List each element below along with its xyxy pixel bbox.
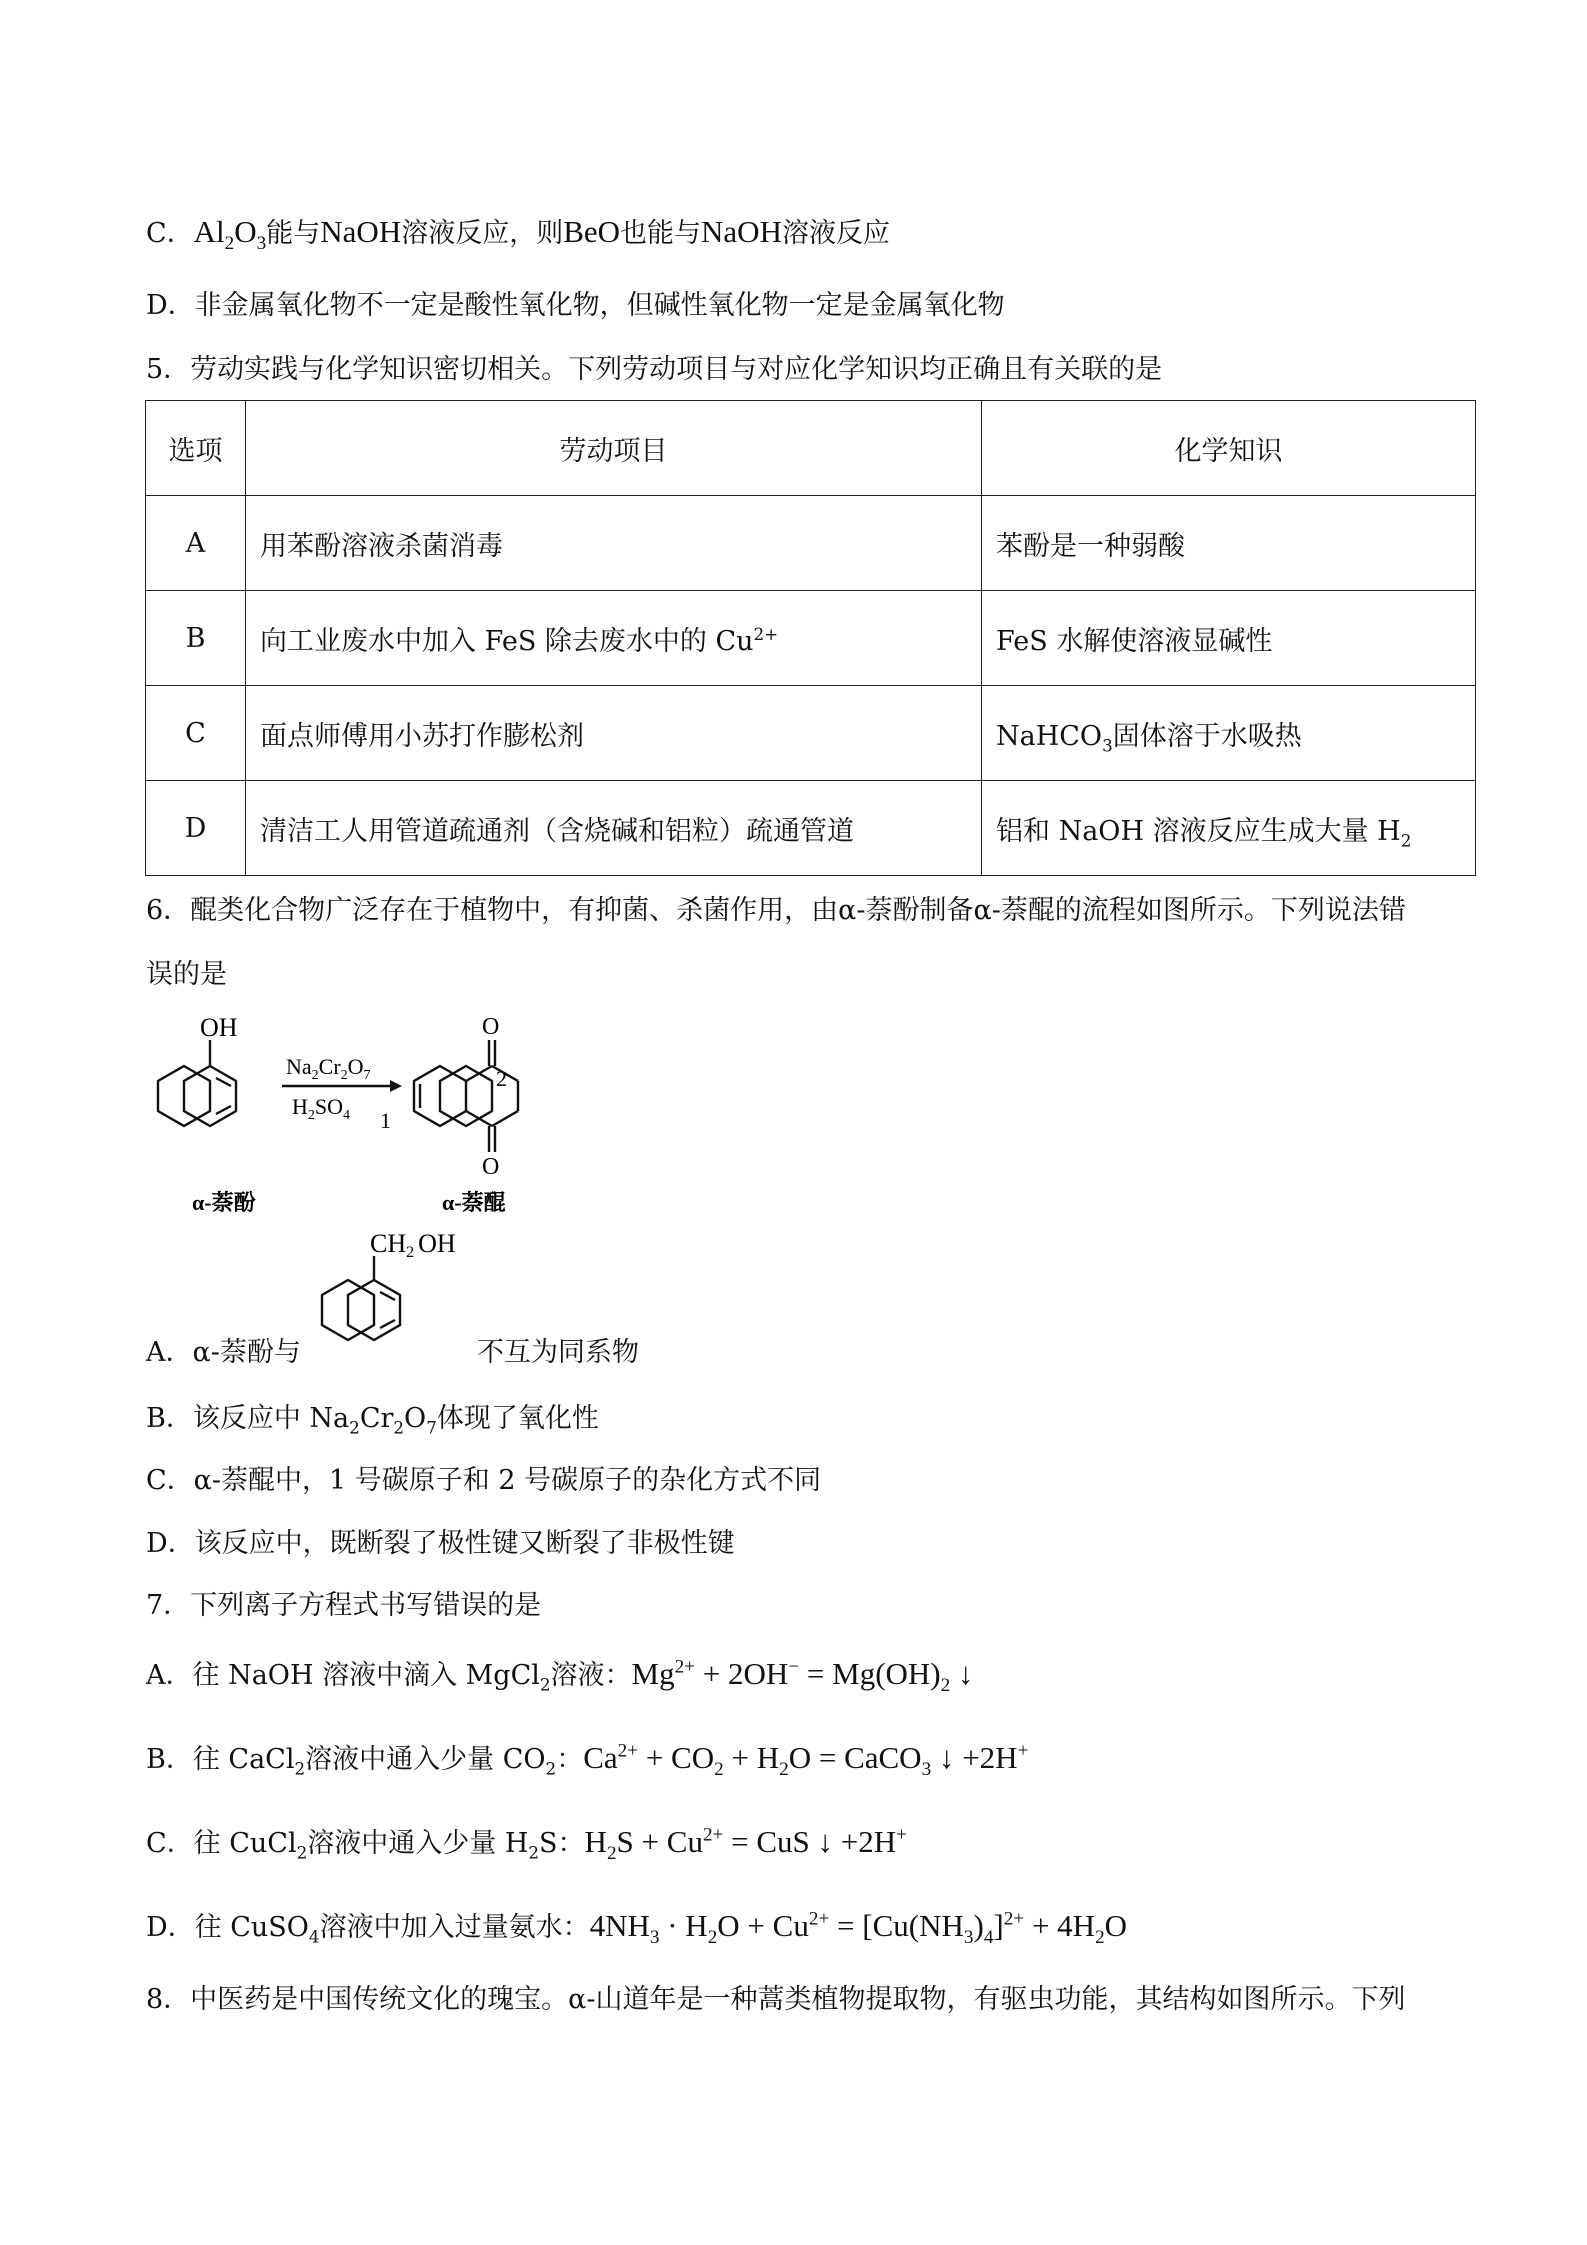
naphthylmethanol-structure: [300, 1228, 480, 1358]
table-header: 劳动项目: [246, 401, 982, 496]
table-row: [146, 591, 1476, 686]
table-header: 化学知识: [982, 401, 1476, 496]
table-cell-option: B: [146, 591, 246, 686]
table-cell-knowledge: 铝和 NaOH 溶液反应生成大量 $H_2$: [982, 781, 1476, 876]
q7-stem: 7．下列离子方程式书写错误的是: [146, 1590, 542, 1621]
table-cell-project: 面点师傅用小苏打作膨松剂: [246, 686, 982, 781]
table-cell-option: A: [146, 496, 246, 591]
table-row: [146, 781, 1476, 876]
table-row: [146, 496, 1476, 591]
table-cell-knowledge: 苯酚是一种弱酸: [982, 496, 1476, 591]
carbonyl-o-top: O: [482, 1014, 500, 1040]
table-row: [146, 686, 1476, 781]
equation-b: $Ca^{2+} + CO_2 + H_2O$ = CaCO$_3$ ↓ +2H+: [583, 1740, 1029, 1781]
svg-text:Na2Cr2O7: $Na_2Cr_2O_7$: [286, 1054, 371, 1083]
alpha-naphthoquinone-structure: [414, 1040, 518, 1152]
atom-label-2: 2: [496, 1066, 507, 1091]
product-name: α-萘醌: [442, 1190, 506, 1215]
carbonyl-o-bottom: O: [482, 1154, 500, 1180]
q4-option-c: C．$Al_2O_3$能与NaOH溶液反应，则BeO也能与NaOH溶液反应: [146, 214, 890, 255]
q6-option-b: B．该反应中 $Na_2Cr_2O_7$体现了氧化性: [146, 1403, 599, 1438]
table-cell-knowledge: FeS 水解使溶液显碱性: [982, 591, 1476, 686]
q7-option-c: C．往 CuCl$_2$溶液中通入少量 $H_2S$：$H_2S + Cu^{2+}$ = CuS ↓ +2H+: [146, 1824, 908, 1865]
alpha-naphthol-structure: [158, 1040, 236, 1126]
table-header: 选项: [146, 401, 246, 496]
table-header-row: [146, 401, 1476, 496]
equation-c: $H_2S + Cu^{2+}$ = CuS ↓ +2H+: [584, 1824, 908, 1865]
arrow-head-icon: [390, 1080, 402, 1092]
table-cell-knowledge: NaHCO$_3$固体溶于水吸热: [982, 686, 1476, 781]
table-cell-option: D: [146, 781, 246, 876]
q4-option-d: D．非金属氧化物不一定是酸性氧化物，但碱性氧化物一定是金属氧化物: [146, 290, 1005, 321]
q5-table: [145, 400, 1476, 876]
q6-option-d: D．该反应中，既断裂了极性键又断裂了非极性键: [146, 1528, 735, 1559]
q8-stem: 8．中医药是中国传统文化的瑰宝。α-山道年是一种蒿类植物提取物，有驱虫功能，其结构如图所示。下列: [146, 1984, 1406, 2015]
q7-option-d: D．往 CuSO$_4$溶液中加入过量氨水：$4NH_3 \cdot H_2O + Cu^{2+} = [Cu(NH_3)_4]^{2+} + 4H_2O$: [146, 1908, 1128, 1949]
table-cell-project: 向工业废水中加入 FeS 除去废水中的 $Cu^{2+}$: [246, 591, 982, 686]
q6-option-c: C．α-萘醌中，1 号碳原子和 2 号碳原子的杂化方式不同: [146, 1465, 822, 1496]
reagent-above-arrow: [286, 1054, 371, 1083]
table-cell-option: C: [146, 686, 246, 781]
q6-stem-line2: 误的是: [146, 959, 227, 990]
q7-option-b: B．往 CaCl$_2$溶液中通入少量 $CO_2$：$Ca^{2+} + CO_2 + H_2O$ = CaCO$_3$ ↓ +2H+: [146, 1740, 1029, 1781]
q6-option-a: A．α-萘酚与: [146, 1337, 301, 1368]
q6-option-a-tail: 不互为同系物: [477, 1337, 639, 1368]
q7-option-a: A．往 NaOH 溶液中滴入 MgCl$_2$溶液：$Mg^{2+} + 2OH^- = Mg(OH)_2$ ↓: [146, 1656, 974, 1697]
reactant-name: α-萘酚: [192, 1190, 256, 1215]
hydroxyl-label: OH: [200, 1013, 238, 1042]
equation-d: $4NH_3 \cdot H_2O + Cu^{2+} = [Cu(NH_3)_4]^{2+} + 4H_2O$: [589, 1908, 1128, 1949]
q5-stem: 5．劳动实践与化学知识密切相关。下列劳动项目与对应化学知识均正确且有关联的是: [146, 354, 1163, 385]
svg-text:H2SO4: $H_2SO_4$: [292, 1094, 351, 1123]
table-cell-project: 用苯酚溶液杀菌消毒: [246, 496, 982, 591]
equation-a: $Mg^{2+} + 2OH^- = Mg(OH)_2$ ↓: [631, 1656, 974, 1697]
svg-text:CH2OH: CH2 OH: [370, 1229, 456, 1261]
table-cell-project: 清洁工人用管道疏通剂（含烧碱和铝粒）疏通管道: [246, 781, 982, 876]
reagent-below-arrow: [292, 1094, 350, 1123]
q6-stem-line1: 6．醌类化合物广泛存在于植物中，有抑菌、杀菌作用，由α-萘酚制备α-萘醌的流程如图所示。下列说法错: [146, 895, 1406, 926]
atom-label-1: 1: [380, 1108, 391, 1133]
reaction-scheme: [140, 1010, 520, 1220]
